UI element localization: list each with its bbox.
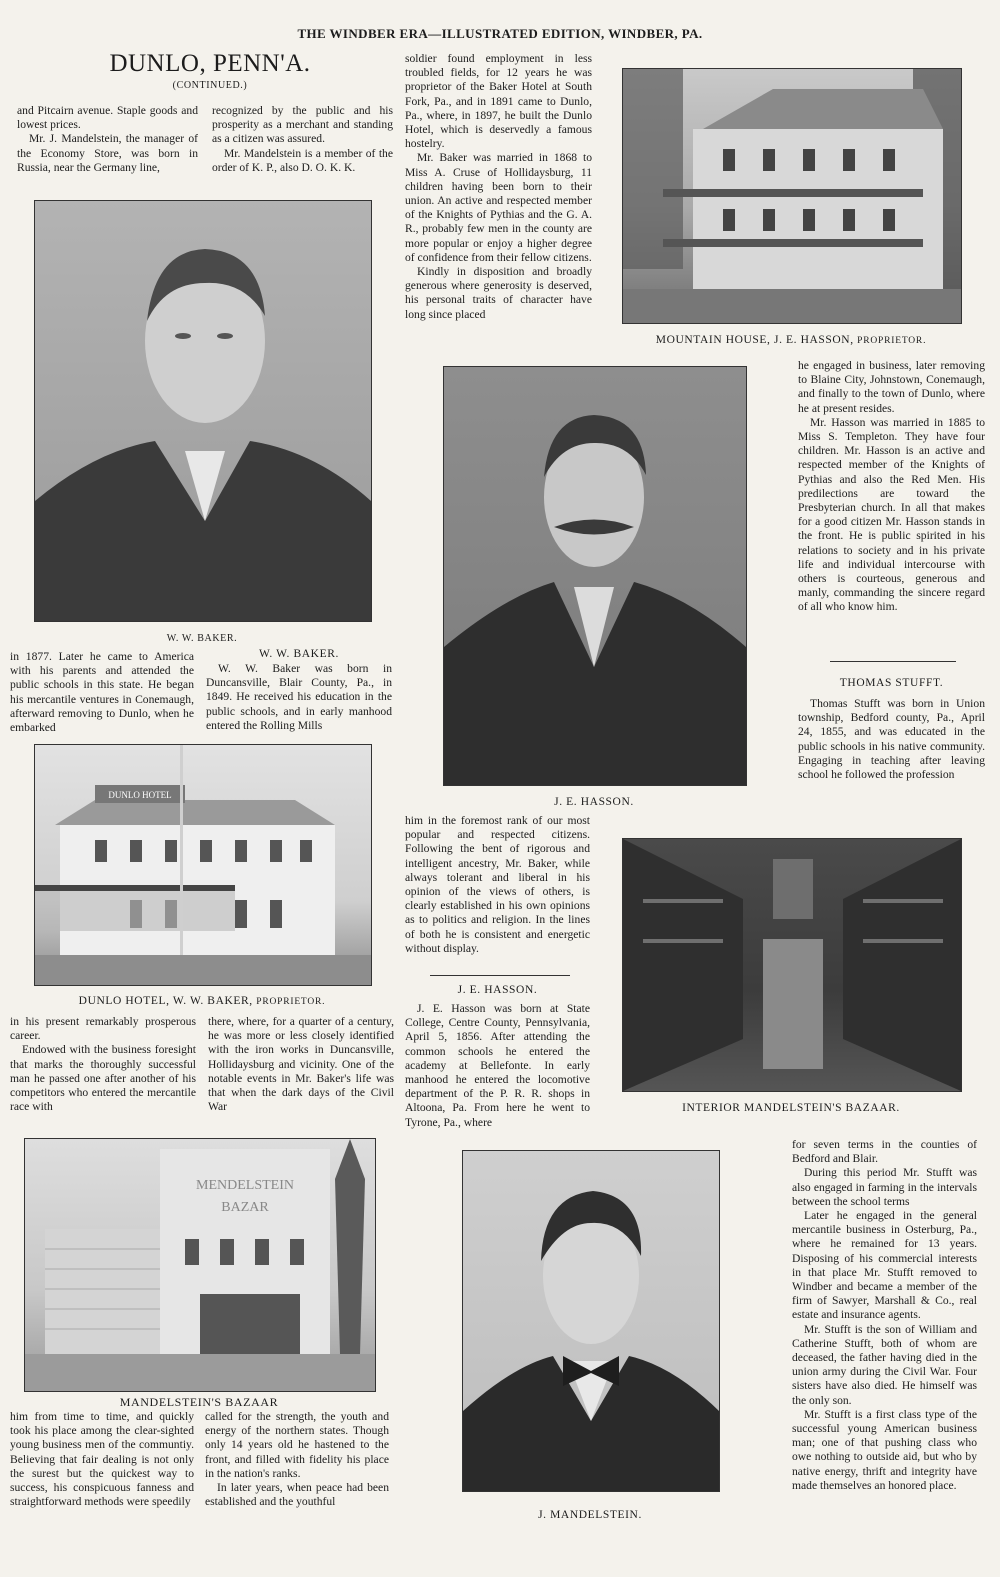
- baker-portrait-photo: [34, 200, 372, 622]
- stufft-heading: THOMAS STUFFT.: [839, 677, 944, 689]
- paragraph: soldier found employment in less troubled fields, for 12 years he was proprietor of the Baker Hotel at South Fork, Pa., and in 1891 came to Dunlo, Pa., where, in 1897, he built the Dunlo Hotel, which is deservedly a famous hostelry.: [405, 52, 592, 151]
- hasson-heading: J. E. HASSON.: [457, 984, 538, 996]
- paragraph: there, where, for a quarter of a century, he was more or less closely identified with the iron works in Duncansville, Hollidaysburg and vicinity. One of the notable events in Mr. Baker's life was that when the dark days of the Civil War: [208, 1015, 394, 1114]
- mountain-house-caption: [622, 334, 960, 346]
- interior-bazaar-caption: INTERIOR MANDELSTEIN'S BAZAAR.: [682, 1102, 900, 1114]
- mountain-house-photo: [622, 68, 962, 324]
- hasson-portrait-photo: [443, 366, 747, 786]
- text-col3-mid: [405, 814, 590, 956]
- section-divider: [830, 661, 956, 662]
- text-stufft-bio: [798, 697, 985, 782]
- mandelstein-bazaar-caption: MANDELSTEIN'S BAZAAR: [119, 1395, 279, 1409]
- text-col3-top: [405, 52, 592, 322]
- paragraph: he engaged in business, later removing to Blaine City, Johnstown, Conemaugh, and finally to the town of Dunlo, where he at present resides.: [798, 359, 985, 415]
- paragraph: Kindly in disposition and broadly generous where generosity is deserved, his personal traits of character have long since placed: [405, 265, 592, 321]
- caption-text: MOUNTAIN HOUSE, J. E. HASSON,: [655, 334, 854, 346]
- mandelstein-portrait-caption: J. MANDELSTEIN.: [538, 1509, 642, 1521]
- caption-text: DUNLO HOTEL, W. W. BAKER,: [78, 995, 253, 1007]
- hotel-sign-text: DUNLO HOTEL: [108, 790, 172, 800]
- paragraph: Mr. J. Mandelstein, the manager of the Economy Store, was born in Russia, near the Germany line,: [17, 132, 198, 174]
- text-col1-top: [17, 104, 198, 175]
- text-col1-mid: [10, 650, 194, 735]
- bazaar-sign-text-1: MENDELSTEIN: [196, 1178, 294, 1193]
- paragraph: Mr. Stufft is a first class type of the successful young American business man; one of that pushing class who owe nothing to outside aid, but who by native energy, thrift and integrity have made themselves an honored place.: [792, 1407, 977, 1492]
- dunlo-hotel-caption: [34, 995, 370, 1007]
- mandelstein-portrait-photo: [462, 1150, 720, 1492]
- mandelstein-bazaar-photo: [24, 1138, 376, 1392]
- running-head: THE WINDBER ERA—ILLUSTRATED EDITION, WINDBER, PA.: [297, 26, 703, 41]
- article-title: DUNLO, PENN'A.: [109, 50, 311, 77]
- paragraph: During this period Mr. Stufft was also engaged in farming in the intervals between the school terms: [792, 1166, 977, 1208]
- bazaar-sign-text-2: BAZAR: [221, 1200, 269, 1215]
- paragraph: Mr. Stufft is the son of William and Catherine Stufft, both of whom are deceased, the father having died in the union army during the Civil War. Four sisters have also died. He himself was the only son.: [792, 1322, 977, 1407]
- paragraph: for seven terms in the counties of Bedford and Blair.: [792, 1138, 977, 1166]
- baker-heading: W. W. BAKER.: [259, 648, 339, 660]
- section-divider: [430, 975, 570, 976]
- paragraph: in his present remarkably prosperous career.: [10, 1015, 196, 1043]
- text-col2-lower: [208, 1015, 394, 1114]
- paragraph: J. E. Hasson was born at State College, Centre County, Pennsylvania, April 5, 1856. After attending the common schools he entered the academy at Bellefonte. In early manhood he entered the locomotive department of the P. R. R. shops in Altoona, Pa. From here he went to Tyrone, Pa., where: [405, 1002, 590, 1129]
- hasson-portrait-caption: J. E. HASSON.: [554, 796, 634, 808]
- paragraph: in 1877. Later he came to America with his parents and attended the public schools in this state. He began his mercantile ventures in Conemaugh, afterward removing to Dunlo, when he embarked: [10, 650, 194, 735]
- text-col1-bottom: [10, 1410, 194, 1509]
- paragraph: and Pitcairn avenue. Staple goods and lowest prices.: [17, 104, 198, 132]
- paragraph: called for the strength, the youth and energy of the northern states. Though only 14 years old he hastened to the front, and filled with fidelity his place in the nation's ranks.: [205, 1410, 389, 1480]
- paragraph: recognized by the public and his prosperity as a merchant and standing as a citizen was assured.: [212, 104, 393, 146]
- paragraph: Later he engaged in the general mercantile business in Osterburg, Pa., where he remained for 13 years. Disposing of his commercial interests in that place Mr. Stufft removed to Windber and became a member of the firm of Sawyer, Marshall & Co., real estate and insurance agents.: [792, 1209, 977, 1322]
- continued-label: (CONTINUED.): [172, 80, 248, 91]
- paragraph: Mr. Baker was married in 1868 to Miss A. Cruse of Hollidaysburg, 11 children having been born to their union. An active and respected member of the Knights of Pythias and the G. A. R., probably few men in the county are more popular or enjoy a higher degree of confidence from their fellow citizens.: [405, 151, 592, 264]
- paragraph: Endowed with the business foresight that marks the thoroughly successful man he passed one after another of his competitors who entered the mercantile race with: [10, 1043, 196, 1114]
- text-col4-mid: [798, 359, 985, 615]
- paragraph: him in the foremost rank of our most popular and respected citizens. Following the bent of rigorous and intelligent ancestry, Mr. Baker, while always tolerant and liberal in his opinion of the views of others, is clearly established in his own opinions as to politics and religion. In the lines of both he is consistent and energetic without display.: [405, 814, 590, 955]
- text-hasson-bio: [405, 1002, 590, 1130]
- paragraph: Thomas Stufft was born in Union township, Bedford county, Pa., April 24, 1855, and was educated in the public schools in his native community. Engaging in teaching after leaving school he followed the profession: [798, 697, 985, 782]
- text-col1-lower: [10, 1015, 196, 1114]
- text-col2-bottom: [205, 1410, 389, 1509]
- paragraph: W. W. Baker was born in Duncansville, Blair County, Pa., in 1849. He received his education in the public schools, and in early manhood entered the Rolling Mills: [206, 662, 392, 732]
- caption-small: PROPRIETOR.: [256, 997, 326, 1007]
- baker-portrait-caption: W. W. BAKER.: [166, 633, 238, 644]
- text-baker-bio: [206, 662, 392, 733]
- paragraph: Mr. Hasson was married in 1885 to Miss S. Templeton. They have four children. Mr. Hasson is an active and respected member of the Knights of Pythias and also the Red Men. His predilections are toward the Presbyterian church. In all that makes for a good citizen Mr. Hasson stands in the front. He is public spirited in his relations to society and in his private life and individual intercourse with others is courteous, generous and manly, commanding the sincere regard of all who know him.: [798, 415, 985, 614]
- caption-small: PROPRIETOR.: [857, 336, 927, 346]
- paragraph: In later years, when peace had been established and the youthful: [205, 1481, 389, 1509]
- paragraph: Mr. Mandelstein is a member of the order of K. P., also D. O. K. K.: [212, 146, 393, 174]
- interior-bazaar-photo: [622, 838, 962, 1092]
- text-col2-top: [212, 104, 393, 175]
- text-col4-bottom: [792, 1138, 977, 1493]
- paragraph: him from time to time, and quickly took his place among the clear-sighted young business men of the communtiy. Believing that fair dealing is not only the surest but the quickest way to success, his conspicuous fanness and straightforward methods were speedily: [10, 1410, 194, 1509]
- dunlo-hotel-photo: [34, 744, 372, 986]
